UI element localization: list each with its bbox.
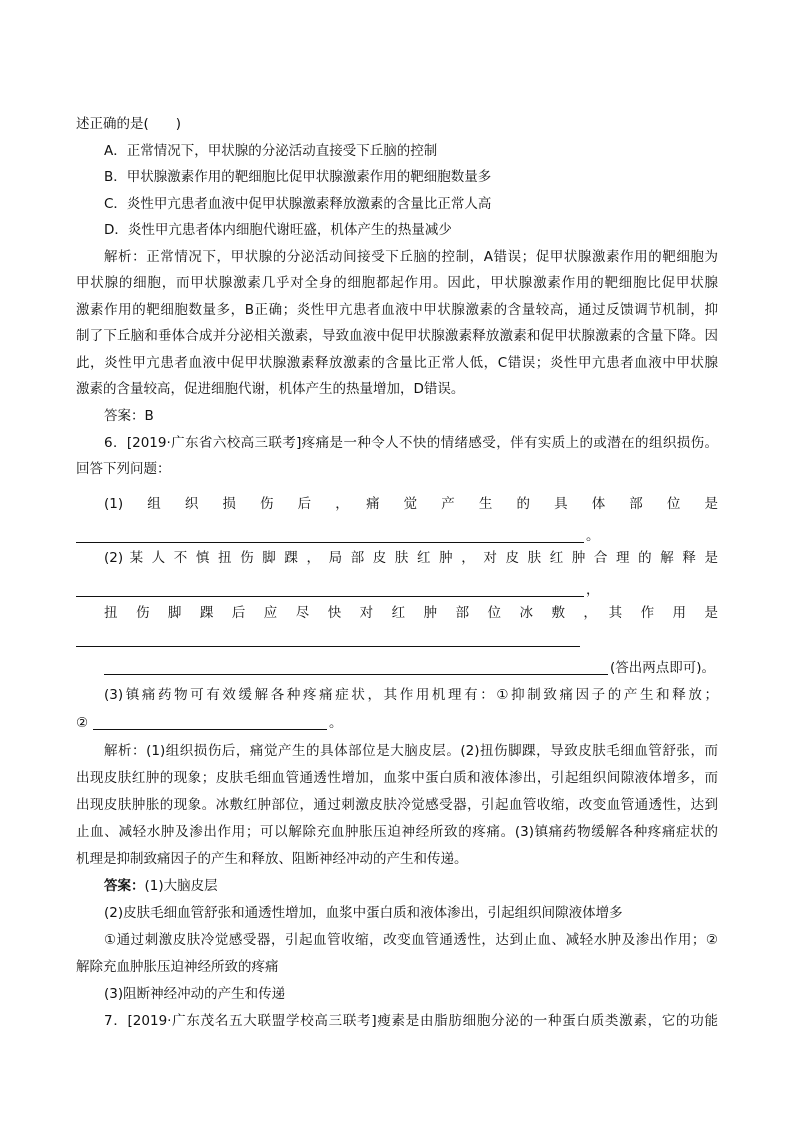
- q6-sub2b: 扭 伤 脚 踝 后 应 尽 快 对 红 肿 部 位 冰 敷 ， 其 作 用 是: [104, 605, 718, 621]
- q5-option-a: A．正常情况下，甲状腺的分泌活动直接受下丘脑的控制: [104, 143, 438, 159]
- q6-sub3b-end: 。: [329, 715, 343, 731]
- answer-blank-line: [76, 542, 584, 543]
- answer-blank-line: [93, 729, 327, 730]
- q6-answer-text: (1)大脑皮层: [144, 878, 218, 894]
- q6-analysis-line: 止血、减轻水肿及渗出作用；可以解除充血肿胀压迫神经所致的疼痛。(3)镇痛药物缓解各种疼痛症状的: [76, 824, 718, 840]
- q6-answer-line: (3)阻断神经冲动的产生和传递: [104, 986, 286, 1002]
- q6-sub3: (3)镇痛药物可有效缓解各种疼痛症状，其作用机理有：①抑制致痛因子的产生和释放；: [104, 687, 718, 703]
- q5-analysis-line: 甲状腺的细胞，而甲状腺激素几乎对全身的细胞都起作用。因此，甲状腺激素作用的靶细胞比促甲状腺: [76, 275, 718, 291]
- q6-answer-line: (2)皮肤毛细血管舒张和通透性增加，血浆中蛋白质和液体渗出，引起组织间隙液体增多: [104, 905, 623, 921]
- q7-stem: 7．[2019·广东茂名五大联盟学校高三联考]瘦素是由脂肪细胞分泌的一种蛋白质类激素，它的功能: [104, 1013, 718, 1029]
- q5-analysis-line: 此，炎性甲亢患者血液中促甲状腺激素释放激素的含量比正常人低，C错误；炎性甲亢患者血液中甲状腺: [76, 355, 718, 371]
- q6-answer-line: 解除充血肿胀压迫神经所致的疼痛: [76, 959, 279, 975]
- q6-sub2-end: ，: [586, 582, 600, 598]
- q5-analysis-line: 激素作用的靶细胞数量多，B正确；炎性甲亢患者血液中甲状腺激素的含量较高，通过反馈调节机制，抑: [76, 302, 718, 318]
- q5-answer: 答案：B: [104, 408, 154, 424]
- q6-stem-line: 回答下列问题：: [76, 461, 171, 477]
- q6-sub3b-start: ②: [76, 715, 89, 731]
- q5-analysis-line: 制了下丘脑和垂体合成并分泌相关激素，导致血液中促甲状腺激素释放激素和促甲状腺激素的含量下降。因: [76, 328, 718, 344]
- q6-analysis-line: 解析：(1)组织损伤后，痛觉产生的具体部位是大脑皮层。(2)扭伤脚踝，导致皮肤毛细血管舒张，而: [104, 743, 718, 759]
- answer-blank-line: [76, 596, 584, 597]
- q6-analysis-line: 出现皮肤红肿的现象；皮肤毛细血管通透性增加，血浆中蛋白质和液体渗出，引起组织间隙液体增多，而: [76, 770, 718, 786]
- q6-stem-line: 6．[2019·广东省六校高三联考]疼痛是一种令人不快的情绪感受，伴有实质上的或潜在的组织损伤。: [104, 435, 718, 451]
- q5-option-b: B．甲状腺激素作用的靶细胞比促甲状腺激素作用的靶细胞数量多: [104, 169, 492, 185]
- q6-answer-line: ①通过刺激皮肤冷觉感受器，引起血管收缩，改变血管通透性，达到止血、减轻水肿及渗出作用；②: [104, 932, 718, 948]
- answer-blank-line: [104, 674, 608, 675]
- q5-analysis-line: 解析：正常情况下，甲状腺的分泌活动间接受下丘脑的控制，A错误；促甲状腺激素作用的靶细胞为: [104, 249, 718, 265]
- q6-sub2b-end: (答出两点即可)。: [610, 660, 716, 676]
- q5-option-c: C．炎性甲亢患者血液中促甲状腺激素释放激素的含量比正常人高: [104, 196, 492, 212]
- q5-analysis-line: 激素的含量较高，促进细胞代谢，机体产生的热量增加，D错误。: [76, 381, 465, 397]
- q6-sub2: (2) 某 人 不 慎 扭 伤 脚 踝 ， 局 部 皮 肤 红 肿 ， 对 皮 肤 红 肿 合 理 的 解 释 是: [104, 550, 718, 566]
- answer-blank-line: [76, 646, 580, 647]
- q5-stem-end: 述正确的是( ): [76, 116, 182, 132]
- q5-option-d: D．炎性甲亢患者体内细胞代谢旺盛，机体产生的热量减少: [104, 222, 452, 238]
- q6-answer-label: 答案：: [104, 878, 145, 894]
- q6-analysis-line: 出现皮肤肿胀的现象。冰敷红肿部位，通过刺激皮肤冷觉感受器，引起血管收缩，改变血管通透性，达到: [76, 797, 718, 813]
- q6-sub1: (1) 组 织 损 伤 后 ， 痛 觉 产 生 的 具 体 部 位 是: [104, 496, 718, 512]
- q6-analysis-line: 机理是抑制致痛因子的产生和释放、阻断神经冲动的产生和传递。: [76, 851, 468, 867]
- q6-answer-first-line: [104, 877, 718, 895]
- q6-sub1-end: 。: [586, 528, 600, 544]
